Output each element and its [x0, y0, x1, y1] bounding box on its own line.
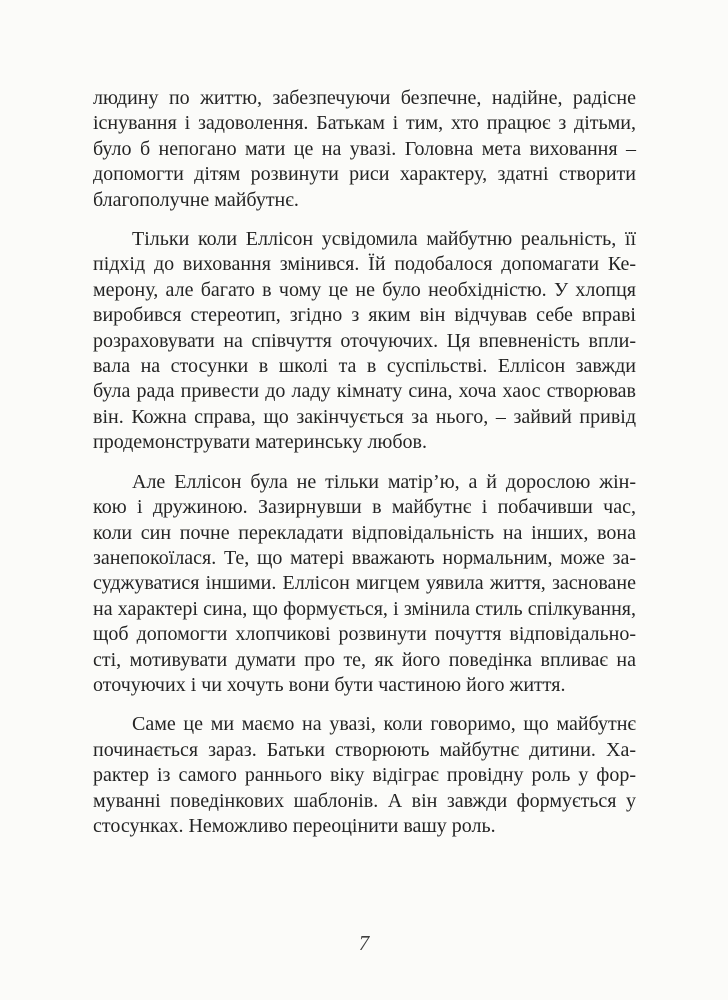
text-line: продемонструвати материнську любов.	[93, 431, 427, 454]
text-line: кою і дружиною. Зазирнувши в майбутнє і побачивши час,	[93, 496, 636, 519]
text-line: благополучне майбутнє.	[93, 188, 299, 211]
text-line: мерону, але багато в чому це не було необхідністю. У хлопця	[93, 278, 636, 301]
text-line: було б непогано мати це на увазі. Головна мета виховання –	[93, 137, 636, 160]
text-line: оточуючих і чи хочуть вони бути частиною його життя.	[93, 673, 566, 696]
text-line: Саме це ми маємо на увазі, коли говоримо, що майбутнє	[132, 713, 636, 736]
text-line: рактер із самого раннього віку відіграє провідну роль у фор-	[93, 764, 636, 787]
text-line: підхід до виховання змінився. Їй подобалося допомагати Ке-	[93, 253, 636, 276]
text-line: він. Кожна справа, що закінчується за нього, – зайвий привід	[93, 405, 636, 428]
text-line: занепокоїлася. Те, що матері вважають нормальним, може за-	[93, 546, 636, 569]
text-line: коли син почне перекладати відповідальність на інших, вона	[93, 521, 636, 544]
paragraph	[93, 712, 636, 839]
paragraph	[93, 227, 636, 456]
text-line: існування і задоволення. Батькам і тим, хто працює з дітьми,	[93, 112, 636, 135]
text-line: Але Еллісон була не тільки матір’ю, а й дорослою жін-	[132, 470, 636, 493]
text-line: виробився стереотип, згідно з яким він відчував себе вправі	[93, 304, 636, 327]
text-line: муванні поведінкових шаблонів. А він завжди формується у	[93, 789, 636, 812]
text-line: суджуватися іншими. Еллісон мигцем уявила життя, засноване	[93, 572, 636, 595]
text-line: сті, мотивувати думати про те, як його поведінка впливає на	[93, 648, 636, 671]
text-line: стосунках. Неможливо переоцінити вашу роль.	[93, 814, 496, 837]
paragraph	[93, 470, 636, 699]
text-line: вала на стосунки в школі та в суспільстві. Еллісон завжди	[93, 355, 636, 378]
text-line: Тільки коли Еллісон усвідомила майбутню реальність, її	[132, 228, 636, 251]
text-line: щоб допомогти хлопчикові розвинути почуття відповідально-	[93, 623, 636, 646]
text-line: людину по життю, забезпечуючи безпечне, надійне, радісне	[93, 87, 636, 109]
text-line: розраховувати на співчуття оточуючих. Ця впевненість впли-	[93, 329, 636, 352]
paragraph	[93, 86, 636, 213]
text-line: була рада привести до ладу кімнату сина, хоча хаос створював	[93, 380, 636, 403]
text-block	[93, 86, 636, 853]
text-line: на характері сина, що формується, і змінила стиль спілкування,	[93, 597, 636, 620]
page-number: 7	[358, 931, 370, 955]
text-line: допомогти дітям розвинути риси характеру, здатні створити	[93, 163, 636, 186]
text-line: починається зараз. Батьки створюють майбутнє дитини. Ха-	[93, 738, 636, 761]
